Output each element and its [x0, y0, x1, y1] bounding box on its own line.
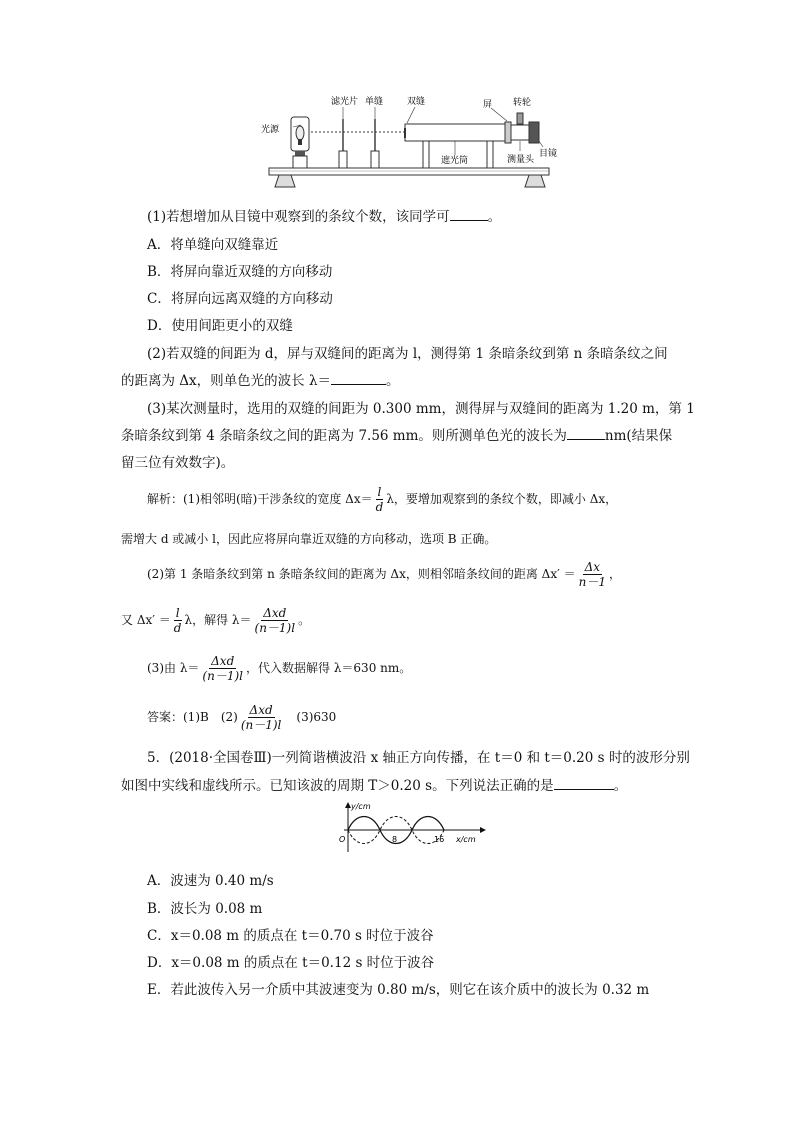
q5-option-e: E．若此波传入另一介质中其波速变为 0.80 m/s，则它在该介质中的波长为 0.32 m: [147, 982, 650, 998]
q1-option-d: D．使用间距更小的双缝: [147, 318, 293, 334]
wave-graph: [334, 800, 494, 860]
q5-line2: 如图中实线和虚线所示。已知该波的周期 T＞0.20 s。下列说法正确的是 。: [121, 774, 627, 794]
q2-line2: 的距离为 Δx，则单色光的波长 λ＝ 。: [121, 369, 400, 389]
solution-p1: 解析：(1)相邻明(暗)干涉条纹的宽度 Δx＝ $\frac{l}{d}$ λ，要增加观察到的条纹个数，即减小 Δx，: [147, 485, 618, 514]
fraction-dxd-over-n-1-l-2: $\frac{\text{Δxd}}{(n-1)l}$: [202, 654, 243, 683]
label-measuring-head: 测量头: [507, 155, 535, 165]
double-slit-apparatus-figure: [255, 95, 575, 195]
label-eyepiece: 目镜: [539, 149, 558, 159]
q5-line1: 5．(2018·全国卷Ⅲ)一列简谐横波沿 x 轴正方向传播，在 t＝0 和 t＝0.20 s 时的波形分别: [147, 750, 690, 766]
q2-line1: (2)若双缝的间距为 d，屏与双缝间的距离为 l，测得第 1 条暗条纹到第 n 条暗条纹之间: [147, 346, 668, 362]
q5-option-c: C．x＝0.08 m 的质点在 t＝0.70 s 时位于波谷: [147, 928, 434, 944]
x-axis-label: x/cm: [456, 835, 476, 844]
q2-answer-blank[interactable]: [331, 370, 386, 385]
right-foot: [525, 175, 545, 187]
screen-element: [505, 122, 511, 143]
left-foot: [275, 175, 295, 187]
optical-bench-rail: [269, 168, 549, 175]
label-screen: 屏: [483, 100, 493, 110]
label-double-slit: 双缝: [407, 97, 426, 107]
q5-option-a: A．波速为 0.40 m/s: [147, 873, 274, 889]
measuring-head: [511, 125, 529, 140]
q1-stem: (1)若想增加从目镜中观察到的条纹个数，该同学可 。: [147, 205, 501, 225]
tick-label-16: 16: [434, 835, 445, 844]
fraction-l-over-d-2: $\frac{l}{d}$: [173, 606, 182, 635]
label-wheel: 转轮: [513, 98, 532, 108]
label-single-slit: 单缝: [365, 97, 384, 107]
label-filter: 滤光片: [331, 97, 359, 107]
fraction-l-over-d: $\frac{l}{d}$: [375, 485, 384, 514]
light-shield-tube: [405, 124, 505, 141]
eyepiece-element: [529, 122, 539, 143]
solution-p2-line2: 又 Δx′ ＝ $\frac{l}{d}$ λ，解得 λ＝ $\frac{\text{Δxd}}{(n-1)l}$ 。: [121, 606, 311, 635]
q5-option-b: B．波长为 0.08 m: [147, 901, 263, 917]
label-light-source: 光源: [261, 125, 280, 135]
q1-option-a: A．将单缝向双缝靠近: [147, 237, 279, 253]
q1-option-b: B．将屏向靠近双缝的方向移动: [147, 264, 333, 280]
wheel-icon: [517, 113, 523, 124]
fraction-answer: $\frac{\text{Δxd}}{(n-1)l}$: [240, 703, 282, 732]
q1-answer-blank[interactable]: [450, 206, 488, 221]
answer-line: 答案：(1)B (2) $\frac{\text{Δxd}}{(n-1)l}$ (3)630: [147, 703, 337, 732]
x-axis-arrow-icon: [480, 827, 486, 833]
q5-answer-blank[interactable]: [554, 775, 614, 790]
q3-line3: 留三位有效数字)。: [121, 455, 235, 471]
q1-option-c: C．将屏向远离双缝的方向移动: [147, 291, 333, 307]
solution-p1-line2: 需增大 d 或减小 l，因此应将屏向靠近双缝的方向移动，选项 B 正确。: [121, 532, 497, 546]
bulb-icon: [296, 126, 304, 140]
tick-label-8: 8: [392, 835, 398, 844]
q5-option-d: D．x＝0.08 m 的质点在 t＝0.12 s 时位于波谷: [147, 955, 435, 971]
fraction-dx-over-n-1: $\frac{\Delta x}{n-1}$: [578, 560, 607, 589]
solution-p2: (2)第 1 条暗条纹到第 n 条暗条纹间的距离为 Δx，则相邻暗条纹间的距离 Δx′ ＝ $\frac{\Delta x}{n-1}$ ，: [147, 560, 622, 589]
fraction-dxd-over-n-1-l: $\frac{\text{Δxd}}{(n-1)l}$: [254, 606, 296, 635]
y-axis-label: y/cm: [351, 802, 371, 811]
q3-answer-blank[interactable]: [567, 425, 605, 440]
origin-label: O: [339, 835, 346, 844]
solution-p3: (3)由 λ＝ $\frac{\text{Δxd}}{(n-1)l}$ ，代入数据解得 λ＝630 nm。: [147, 654, 412, 683]
q3-line1: (3)某次测量时，选用的双缝的间距为 0.300 mm，测得屏与双缝间的距离为 1.20 m，第 1: [147, 401, 695, 417]
q3-line2: 条暗条纹到第 4 条暗条纹之间的距离为 7.56 mm。则所测单色光的波长为 nm(结果保: [121, 424, 672, 444]
label-tube: 遮光筒: [441, 156, 469, 166]
